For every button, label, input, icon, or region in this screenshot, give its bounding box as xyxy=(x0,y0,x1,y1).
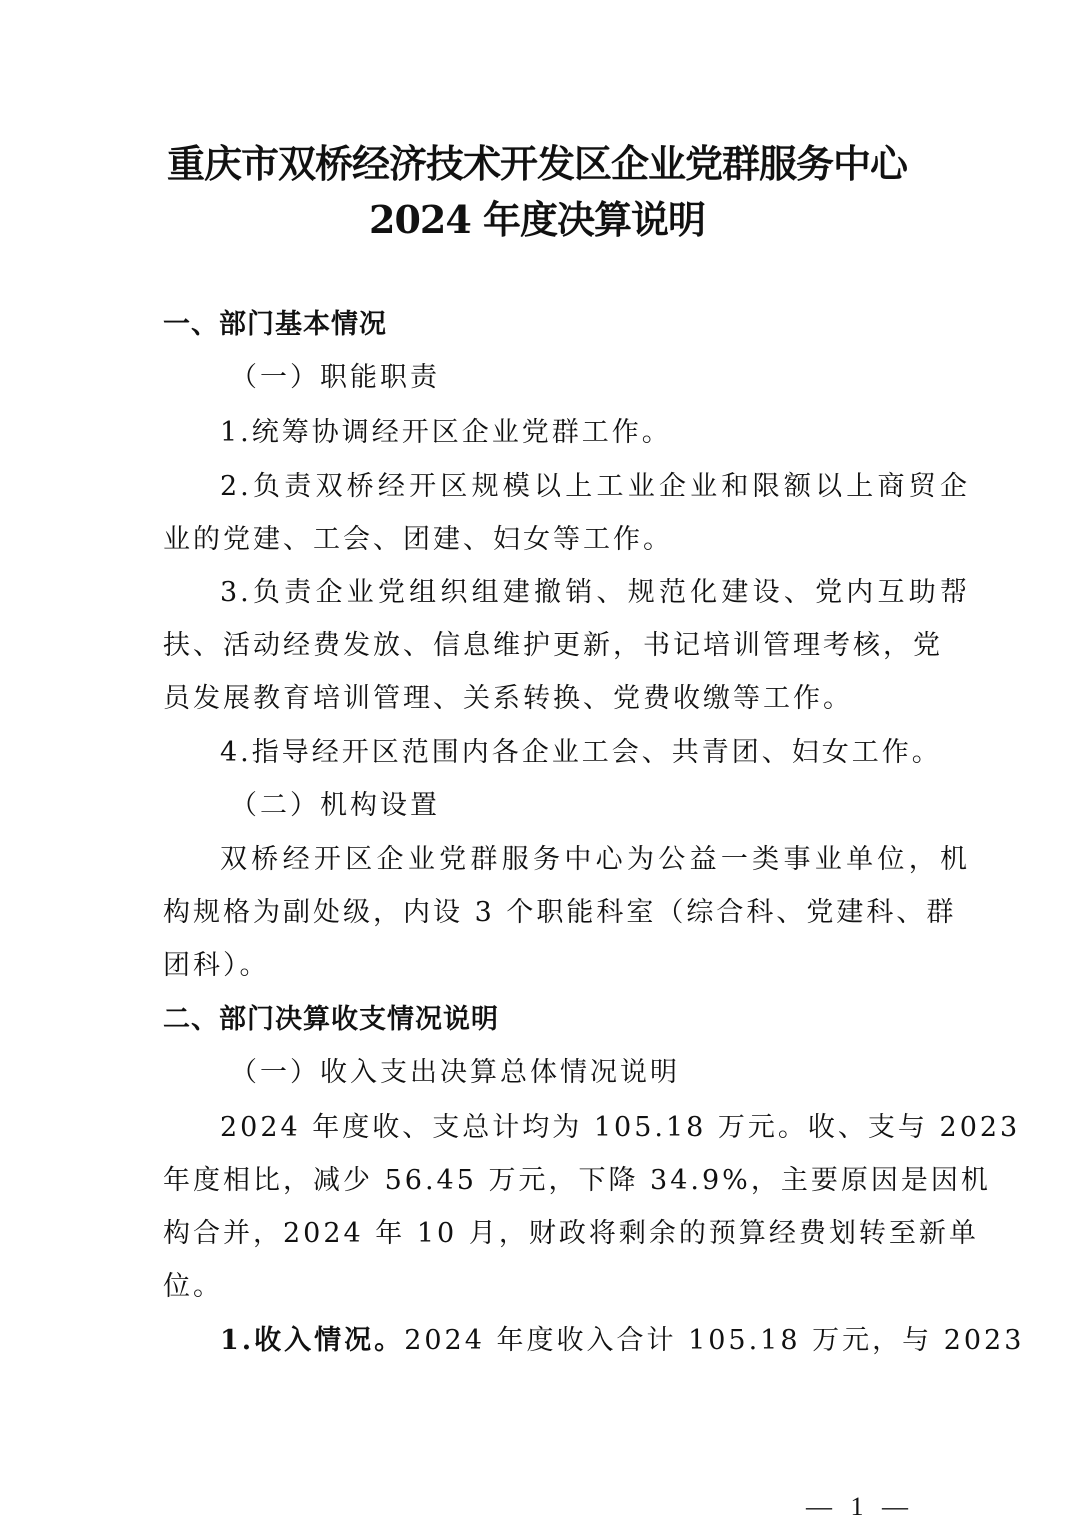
page-number: — 1 — xyxy=(806,1492,914,1521)
paragraph-item-1: 1.统筹协调经开区企业党群工作。 xyxy=(220,417,672,448)
paragraph-item-3-line-2: 扶、活动经费发放、信息维护更新，书记培训管理考核，党 xyxy=(163,630,943,661)
section-heading-basic-info: 一、部门基本情况 xyxy=(163,309,387,340)
income-label: 1.收入情况。 xyxy=(220,1325,405,1356)
paragraph-item-4: 4.指导经开区范围内各企业工会、共青团、妇女工作。 xyxy=(220,737,942,768)
paragraph-item-2-line-2: 业的党建、工会、团建、妇女等工作。 xyxy=(163,524,673,555)
paragraph-summary-line-3: 构合并，2024 年 10 月，财政将剩余的预算经费划转至新单 xyxy=(163,1218,979,1249)
document-title xyxy=(100,136,974,248)
title-line-2: 2024 年度决算说明 xyxy=(369,197,705,242)
paragraph-summary-line-4: 位。 xyxy=(163,1271,223,1302)
paragraph-item-3-line-1: 3.负责企业党组织组建撤销、规范化建设、党内互助帮 xyxy=(220,577,970,608)
paragraph-org-line-3: 团科）。 xyxy=(163,950,270,981)
paragraph-income-line-1 xyxy=(163,1321,1025,1361)
subheading-functions: （一）职能职责 xyxy=(230,362,440,393)
title-line-1: 重庆市双桥经济技术开发区企业党群服务中心 xyxy=(166,141,907,186)
paragraph-summary-line-2: 年度相比，减少 56.45 万元，下降 34.9%，主要原因是因机 xyxy=(163,1165,991,1196)
subheading-organization: （二）机构设置 xyxy=(230,790,440,821)
section-heading-budget: 二、部门决算收支情况说明 xyxy=(163,1004,499,1035)
paragraph-summary-line-1: 2024 年度收、支总计均为 105.18 万元。收、支与 2023 xyxy=(220,1112,1021,1143)
paragraph-org-line-1: 双桥经开区企业党群服务中心为公益一类事业单位，机 xyxy=(220,844,970,875)
paragraph-org-line-2: 构规格为副处级，内设 3 个职能科室（综合科、党建科、群 xyxy=(163,897,957,928)
paragraph-item-2-line-1: 2.负责双桥经开区规模以上工业企业和限额以上商贸企 xyxy=(220,471,970,502)
income-text: 2024 年度收入合计 105.18 万元，与 2023 xyxy=(404,1325,1025,1356)
paragraph-item-3-line-3: 员发展教育培训管理、关系转换、党费收缴等工作。 xyxy=(163,683,853,714)
subheading-summary: （一）收入支出决算总体情况说明 xyxy=(230,1057,680,1088)
